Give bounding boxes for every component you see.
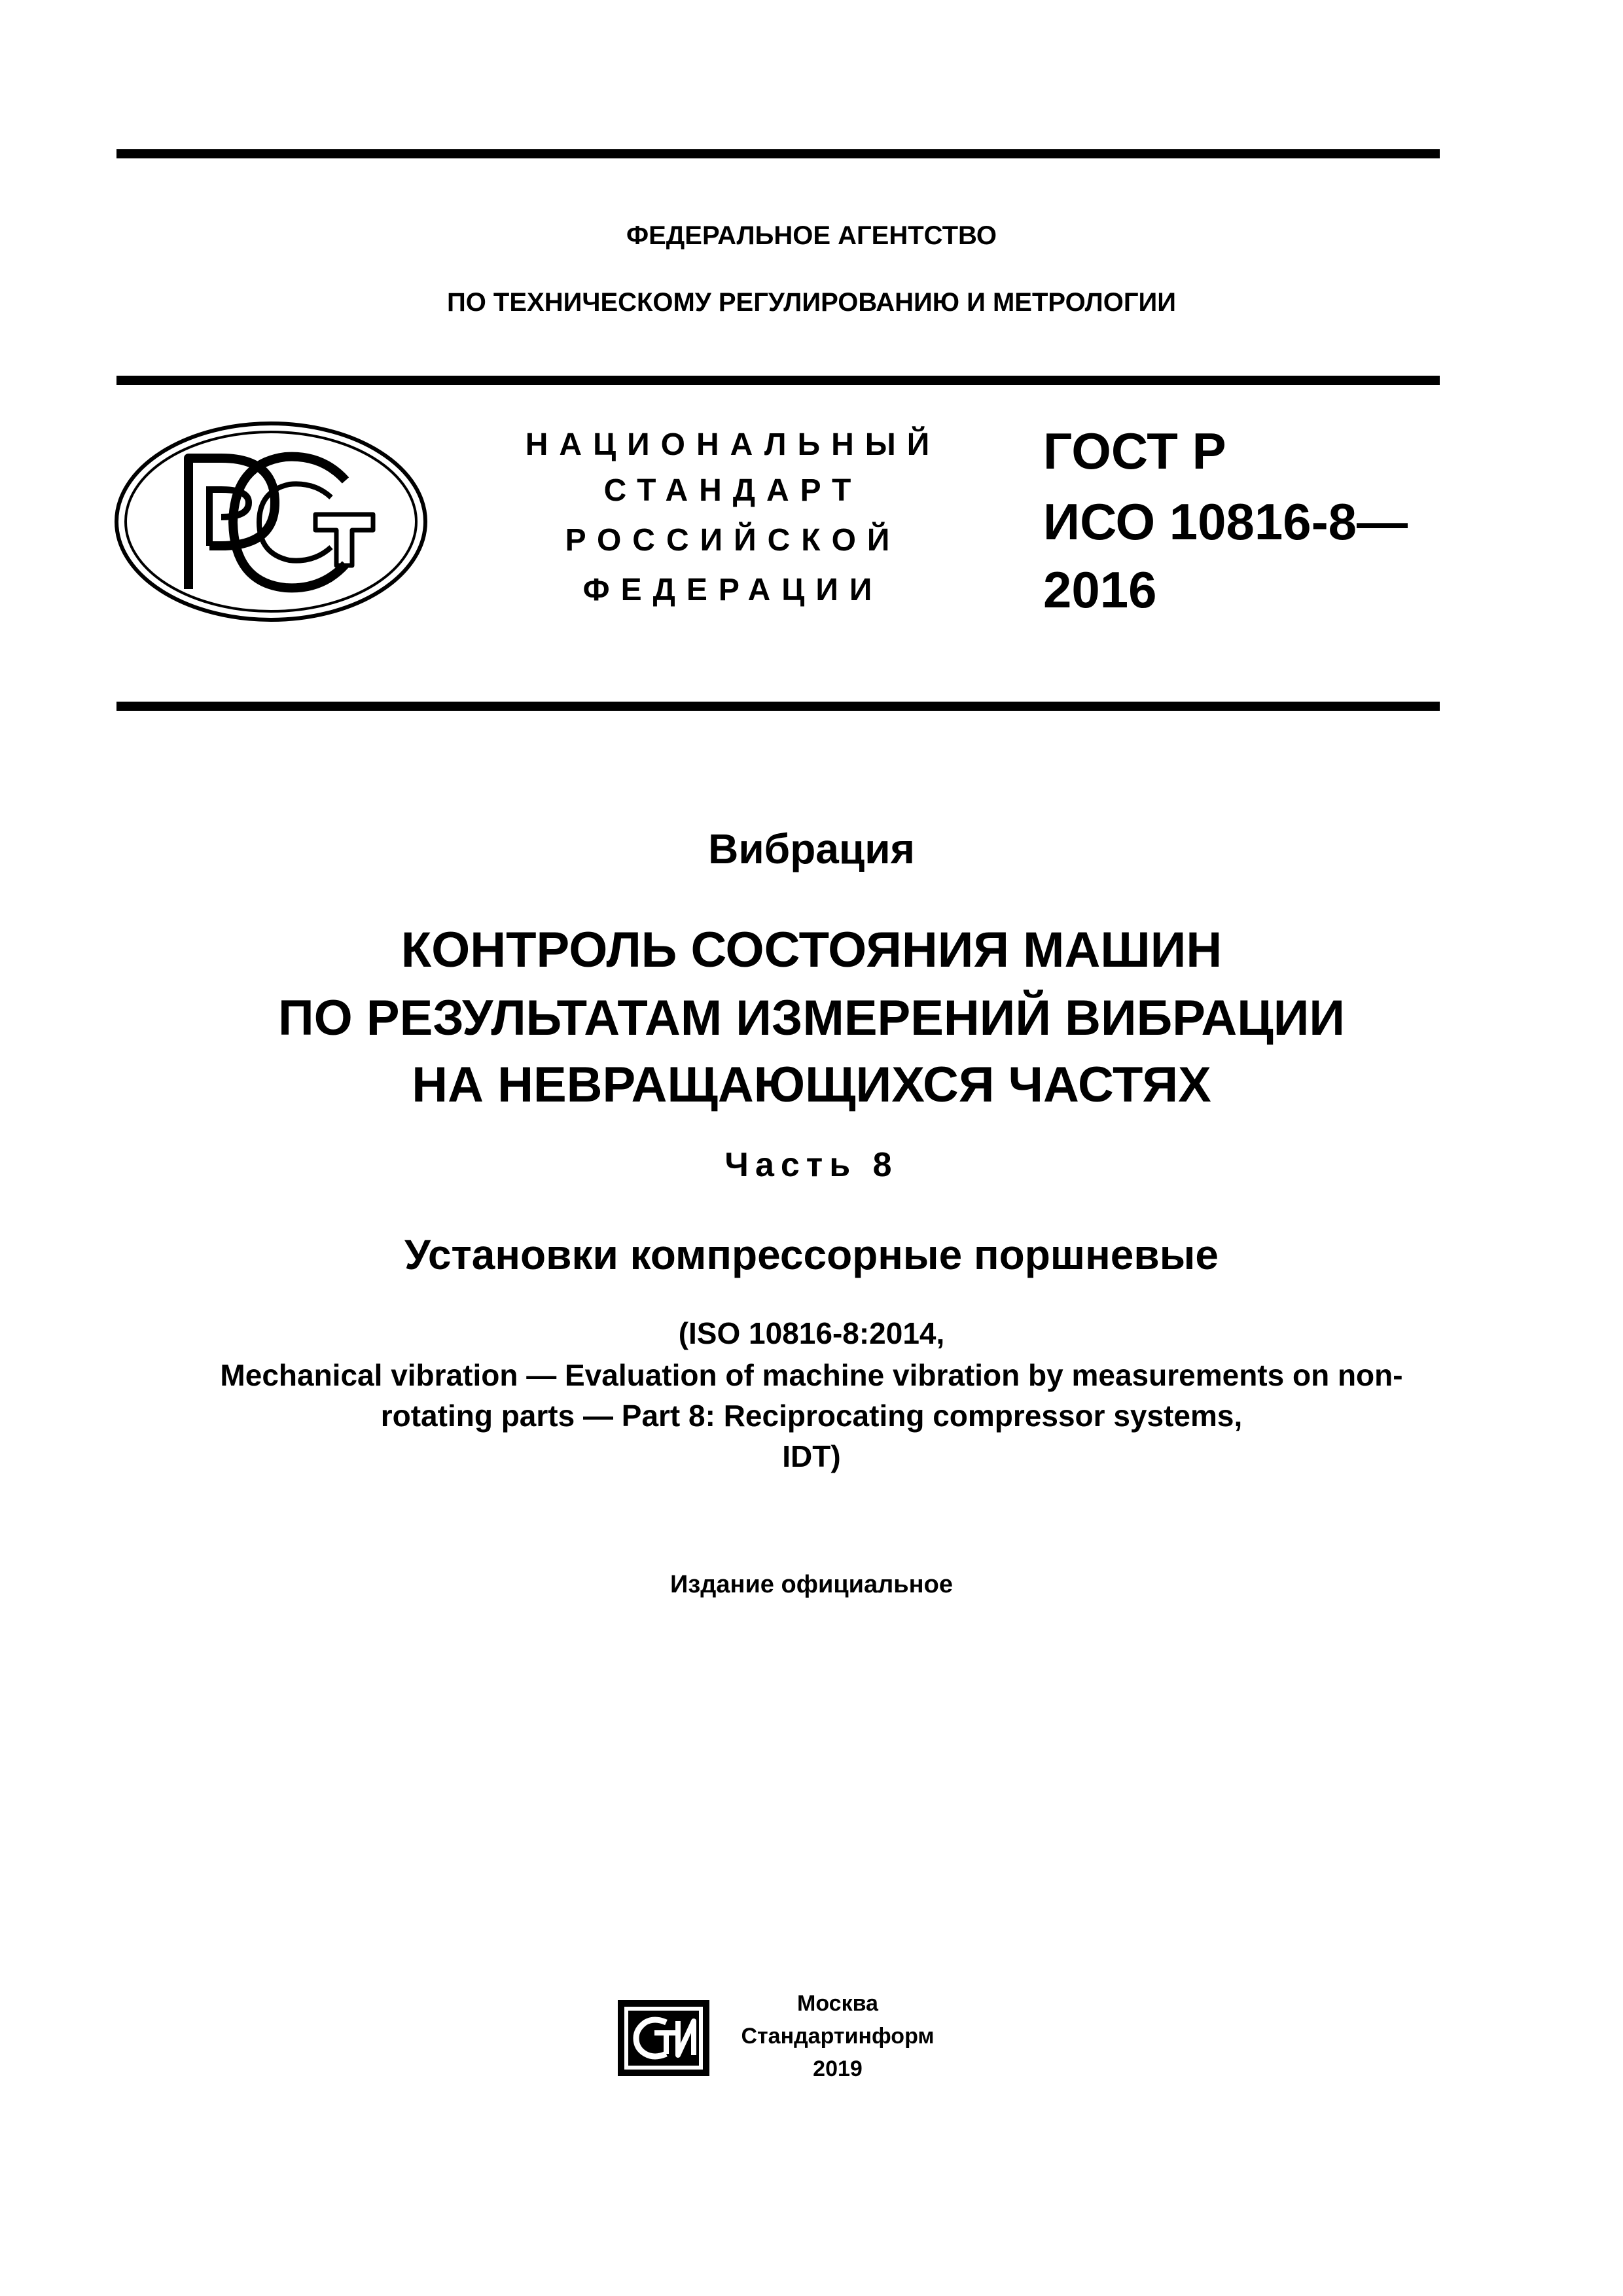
iso-reference-line-2: Mechanical vibration — Evaluation of machine vibration by measurements on non- xyxy=(220,1358,1403,1392)
national-standard-line-3: РОССИЙСКОЙ xyxy=(565,523,901,558)
publication-year: 2019 xyxy=(813,2056,863,2081)
main-title-line-2: ПО РЕЗУЛЬТАТАМ ИЗМЕРЕНИЙ ВИБРАЦИИ xyxy=(278,990,1345,1046)
rst-certification-mark-icon xyxy=(111,418,431,626)
topic-heading: Вибрация xyxy=(708,825,915,872)
edition-label: Издание официальное xyxy=(670,1571,953,1598)
iso-reference-line-1: (ISO 10816-8:2014, xyxy=(678,1316,945,1350)
agency-name-line-1: ФЕДЕРАЛЬНОЕ АГЕНТСТВО xyxy=(626,221,997,250)
publisher-city: Москва xyxy=(797,1991,878,2016)
part-title: Установки компрессорные поршневые xyxy=(404,1231,1219,1278)
standard-designation-line-1: ГОСТ Р xyxy=(1043,422,1226,480)
publisher-name: Стандартинформ xyxy=(741,2024,935,2049)
standard-designation-line-3: 2016 xyxy=(1043,561,1157,619)
national-standard-line-2: СТАНДАРТ xyxy=(603,473,863,508)
national-standard-line-1: НАЦИОНАЛЬНЫЙ xyxy=(525,427,941,462)
main-title-line-1: КОНТРОЛЬ СОСТОЯНИЯ МАШИН xyxy=(401,922,1222,978)
iso-reference-line-4: IDT) xyxy=(782,1439,841,1473)
header-bottom-rule xyxy=(116,702,1440,711)
national-standard-line-4: ФЕДЕРАЦИИ xyxy=(582,573,883,607)
standard-designation-line-2: ИСО 10816-8— xyxy=(1043,493,1408,550)
header-rule xyxy=(116,376,1440,385)
top-rule xyxy=(116,149,1440,158)
part-number: Часть 8 xyxy=(724,1146,899,1184)
standartinform-logo-icon xyxy=(615,1998,712,2079)
iso-reference-line-3: rotating parts — Part 8: Reciprocating compressor systems, xyxy=(380,1399,1243,1433)
main-title-line-3: НА НЕВРАЩАЮЩИХСЯ ЧАСТЯХ xyxy=(412,1057,1211,1113)
agency-name-line-2: ПО ТЕХНИЧЕСКОМУ РЕГУЛИРОВАНИЮ И МЕТРОЛОГИИ xyxy=(446,288,1177,317)
